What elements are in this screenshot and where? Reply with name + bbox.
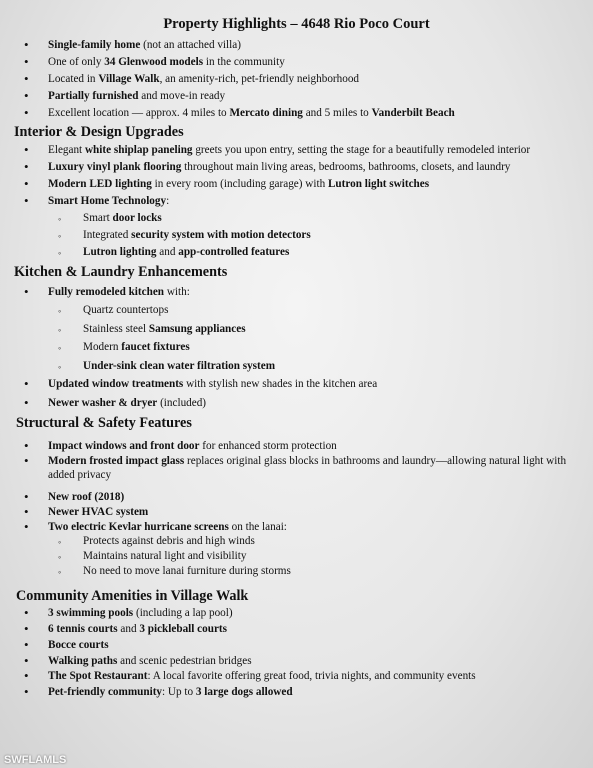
bullet: •: [24, 193, 29, 208]
sub-bullet: ◦: [58, 567, 62, 577]
bullet: •: [24, 54, 29, 69]
sub-bullet: ◦: [58, 325, 62, 335]
bullet: •: [24, 519, 29, 534]
sub-bullet: ◦: [58, 214, 62, 224]
bullet: •: [24, 504, 29, 519]
section-heading-community: Community Amenities in Village Walk: [16, 588, 249, 604]
bullet: •: [24, 637, 29, 652]
sub-bullet: ◦: [58, 231, 62, 241]
bullet: •: [24, 668, 29, 683]
bullet: •: [24, 605, 29, 620]
bullet: •: [24, 684, 29, 699]
section-heading-structural: Structural & Safety Features: [16, 415, 192, 431]
section-heading-kitchen: Kitchen & Laundry Enhancements: [14, 264, 228, 280]
bullet: •: [24, 105, 29, 120]
bullet: •: [24, 395, 29, 410]
watermark-logo: SWFLAMLS: [4, 754, 67, 766]
bullet: •: [24, 621, 29, 636]
sub-bullet: ◦: [58, 306, 62, 316]
sub-bullet: ◦: [58, 552, 62, 562]
bullet: •: [24, 159, 29, 174]
bullet: •: [24, 653, 29, 668]
sub-bullet: ◦: [58, 343, 62, 353]
bullet: •: [24, 284, 29, 299]
bullet: •: [24, 88, 29, 103]
bullet: •: [24, 453, 29, 468]
sub-bullet: ◦: [58, 248, 62, 258]
bullet: •: [24, 37, 29, 52]
sub-bullet: ◦: [58, 362, 62, 372]
bullet: •: [24, 438, 29, 453]
bullet: •: [24, 176, 29, 191]
bullet: •: [24, 71, 29, 86]
bullet: •: [24, 489, 29, 504]
sub-bullet: ◦: [58, 537, 62, 547]
bullet: •: [24, 142, 29, 157]
section-heading-interior: Interior & Design Upgrades: [14, 124, 184, 140]
bullet: •: [24, 376, 29, 391]
page-title: Property Highlights – 4648 Rio Poco Court: [163, 16, 430, 32]
